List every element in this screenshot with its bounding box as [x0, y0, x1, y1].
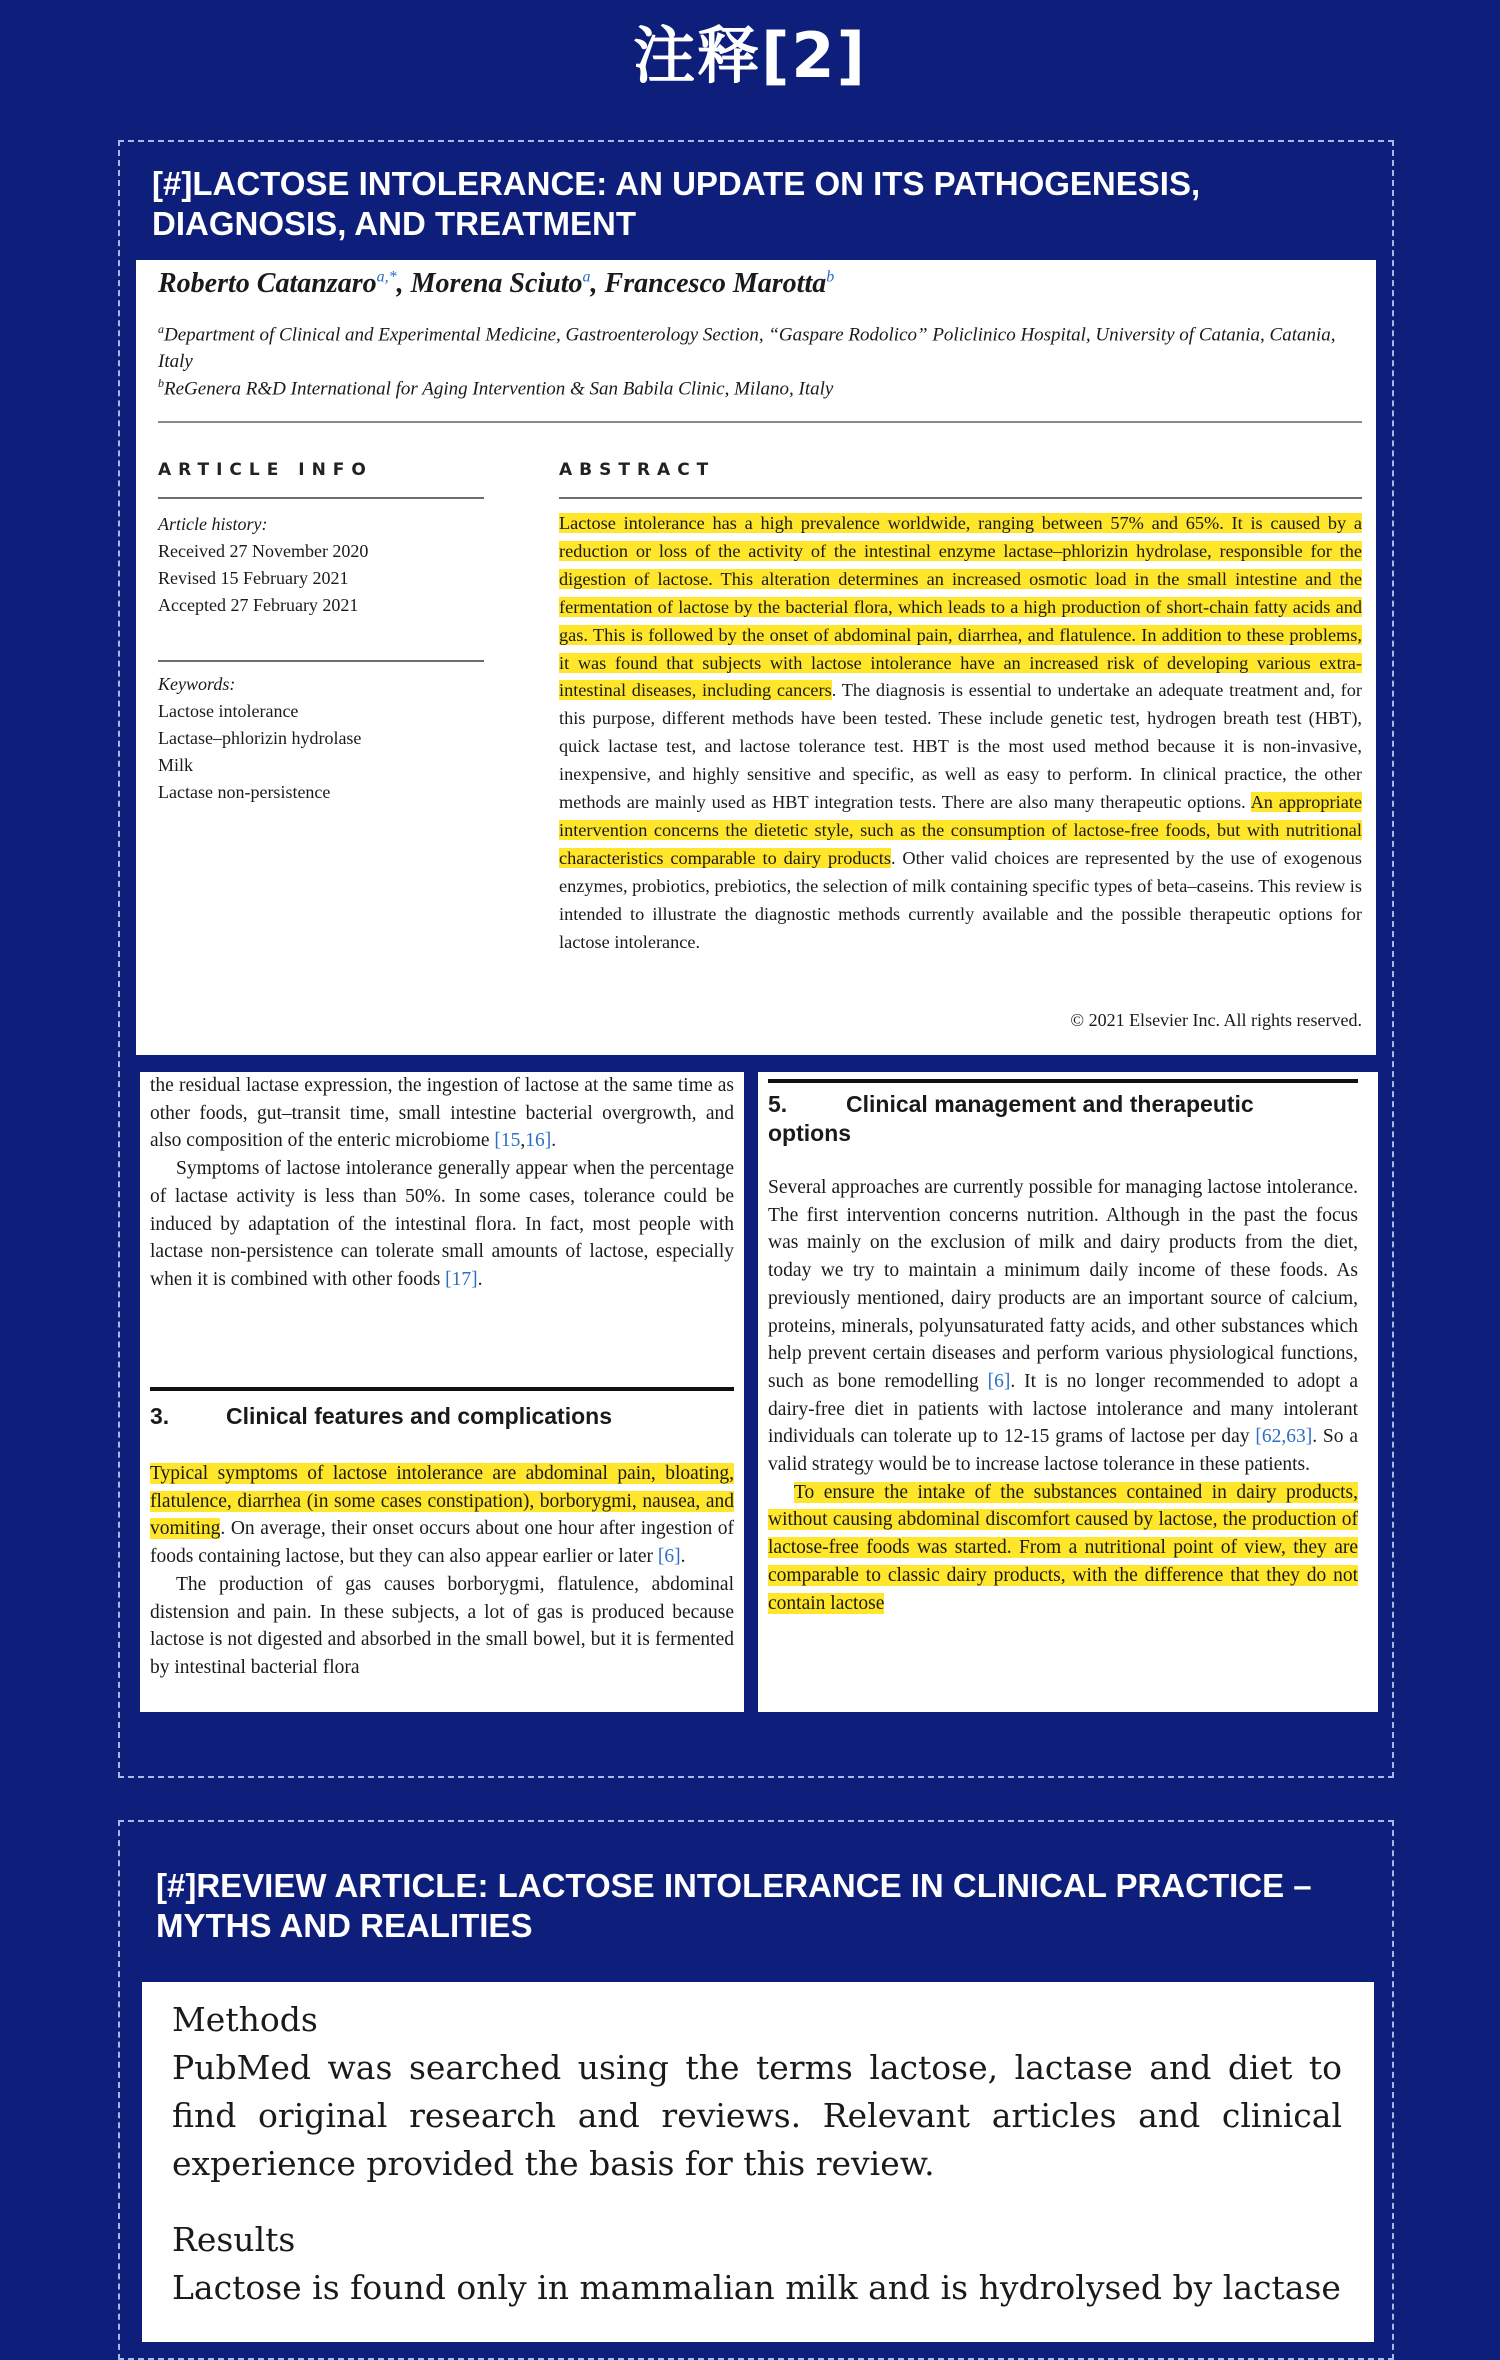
affiliation-b-text: ReGenera R&D International for Aging Intervention & San Babila Clinic, Milano, Italy: [164, 378, 834, 400]
section-3-heading: [150, 1402, 612, 1431]
section-title-continued: options: [768, 1120, 852, 1146]
methods-text: PubMed was searched using the terms lactose, lactase and diet to find original research and reviews. Relevant articles and clinical experience provided the basis for this review.: [172, 2048, 1342, 2183]
abstract-body: . Other valid choices are represented by the use of exogenous enzymes, probiotics, prebiotics, the selection of milk containing specific types of beta–caseins. This review is intended to illustrate the diagnostic methods currently available and the possible therapeutic options for lactose intolerance.: [559, 847, 1362, 952]
abstract-divider: [559, 497, 1362, 499]
results-text: Lactose is found only in mammalian milk and is hydrolysed by lactase: [172, 2268, 1341, 2307]
author-name: Francesco Marotta: [604, 268, 827, 299]
reference-card-1: [118, 140, 1394, 1778]
received-date: Received 27 November 2020: [158, 541, 369, 561]
text-highlight: Typical symptoms of lactose intolerance are abdominal pain, bloating, flatulence, diarrhea (in some cases constipation), borborygmi, nausea, and vomiting: [150, 1463, 734, 1540]
citation-link[interactable]: [17]: [445, 1268, 478, 1290]
header-divider: [158, 421, 1362, 423]
paragraph: [150, 1155, 734, 1294]
paragraph-text: . On average, their onset occurs about one hour after ingestion of foods containing lactose, but they can also appear earlier or later: [150, 1518, 734, 1568]
paper-right-column-panel: [758, 1072, 1378, 1712]
results-heading: Results: [172, 2220, 296, 2259]
abstract-highlight: Lactose intolerance has a high prevalence worldwide, ranging between 57% and 65%. It is caused by a reduction or loss of the activity of the intestinal enzyme lactase–phlorizin hydrolase, responsible for the digestion of lactose. This alteration determines an increased osmotic load in the small intestine and the fermentation of lactose by the bacterial flora, which leads to a high production of short-chain fatty acids and gas. This is followed by the onset of abdominal pain, diarrhea, and flatulence. In addition to these problems, it was found that subjects with lactose intolerance have an increased risk of developing various extra-intestinal diseases, including cancers: [559, 513, 1362, 701]
abstract-text: [559, 510, 1362, 957]
citation-link[interactable]: [6]: [987, 1370, 1011, 1392]
accepted-date: Accepted 27 February 2021: [158, 595, 359, 615]
page-title: 注释[2]: [633, 19, 867, 92]
abstract-body: . The diagnosis is essential to undertake an adequate treatment and, for this purpose, different methods have been tested. These include genetic test, hydrogen breath test (HBT), quick lactase test, and lactose tolerance test. HBT is the most used method because it is non-invasive, inexpensive, and highly sensitive and specific, as well as easy to perform. In clinical practice, the other methods are mainly used as HBT integration tests. There are also many therapeutic options.: [559, 680, 1362, 813]
section-number: 3.: [150, 1403, 170, 1429]
review-article-panel: [142, 1982, 1374, 2342]
article-info-divider: [158, 497, 484, 499]
section-divider: [150, 1387, 734, 1391]
section-title: Clinical management and therapeutic: [846, 1091, 1254, 1117]
paragraph-text: The production of gas causes borborygmi, flatulence, abdominal distension and pain. In these subjects, a lot of gas is produced because lactose is not digested and absorbed in the small bowel, but it is fermented by intestinal bacterial flora: [150, 1573, 734, 1678]
author-list: [158, 268, 834, 300]
citation-link[interactable]: [6]: [657, 1546, 681, 1568]
citation-link[interactable]: [15: [494, 1130, 521, 1152]
paragraph-end: .: [680, 1546, 686, 1568]
paper-left-column-panel: [140, 1072, 744, 1712]
card-1-heading: [152, 164, 1200, 244]
keyword-item: Lactase non-persistence: [158, 782, 331, 802]
author-affiliation-mark: b: [826, 268, 835, 286]
paragraph: [768, 1174, 1358, 1479]
author-separator: ,: [396, 268, 411, 299]
author-separator: ,: [590, 268, 605, 299]
abstract-label: ABSTRACT: [559, 460, 716, 480]
article-info-label: ARTICLE INFO: [158, 460, 373, 480]
section-5-heading: [768, 1090, 1358, 1148]
affiliation-b: [158, 370, 1338, 402]
paragraph-text: Symptoms of lactose intolerance generally appear when the percentage of lactase activity is less than 50%. In some cases, tolerance could be induced by adaptation of the intestinal flora. In fact, most people with lactase non-persistence can tolerate small amounts of lactose, especially when it is combined with other foods: [150, 1158, 734, 1290]
author-name: Morena Sciuto: [410, 268, 583, 299]
citation-link[interactable]: [62,63]: [1255, 1426, 1313, 1448]
paragraph-text: . So a valid strategy would be to increase lactose tolerance in these patients.: [768, 1426, 1358, 1476]
author-name: Roberto Catanzaro: [158, 268, 377, 299]
methods-heading: Methods: [172, 2000, 318, 2039]
section-divider: [768, 1079, 1358, 1083]
affiliation-a-text: Department of Clinical and Experimental Medicine, Gastroenterology Section, “Gaspare Rodolico” Policlinico Hospital, University of Catania, Catania, Italy: [158, 324, 1336, 373]
section-title: Clinical features and complications: [226, 1403, 612, 1429]
card-2-heading-line-1: [#]REVIEW ARTICLE: LACTOSE INTOLERANCE IN CLINICAL PRACTICE –: [156, 1867, 1312, 1904]
card-2-heading-line-2: MYTHS AND REALITIES: [156, 1907, 533, 1944]
copyright-notice: © 2021 Elsevier Inc. All rights reserved.: [1070, 1010, 1362, 1030]
reference-card-2: [118, 1820, 1394, 2360]
card-2-heading: [156, 1866, 1312, 1946]
right-column-text: [768, 1174, 1358, 1617]
section-number: 5.: [768, 1091, 788, 1117]
keyword-item: Lactase–phlorizin hydrolase: [158, 728, 362, 748]
citation-separator: ,: [520, 1130, 526, 1152]
keywords-label: Keywords:: [158, 674, 236, 694]
text-highlight: To ensure the intake of the substances contained in dairy products, without causing abdominal discomfort caused by lactose, the production of lactose-free foods was started. From a nutritional point of view, they are comparable to classic dairy products, with the difference that they do not contain lactose: [768, 1481, 1358, 1614]
affiliation-mark: b: [158, 376, 164, 390]
paragraph: [150, 1072, 734, 1155]
keyword-item: Lactose intolerance: [158, 701, 299, 721]
author-affiliation-mark: a: [582, 268, 591, 286]
paragraph: [150, 1571, 734, 1682]
card-1-heading-line-1: [#]LACTOSE INTOLERANCE: AN UPDATE ON ITS PATHOGENESIS,: [152, 165, 1201, 202]
left-column-text-top: [150, 1072, 734, 1294]
card-1-heading-line-2: DIAGNOSIS, AND TREATMENT: [152, 205, 636, 242]
paragraph: [768, 1479, 1358, 1618]
paper-abstract-panel: [136, 260, 1376, 1055]
affiliation-mark: a: [158, 322, 164, 336]
paragraph-end: .: [551, 1130, 557, 1152]
keyword-item: Milk: [158, 755, 194, 775]
paragraph-text: the residual lactase expression, the ingestion of lactose at the same time as other foods, gut–transit time, small intestine bacterial overgrowth, and also composition of the enteric microbiome: [150, 1075, 734, 1152]
affiliation-a: [158, 316, 1338, 375]
citation-link[interactable]: 16]: [525, 1130, 552, 1152]
paragraph-end: .: [477, 1268, 483, 1290]
abstract-highlight: An appropriate intervention concerns the dietetic style, such as the consumption of lactose-free foods, but with nutritional characteristics comparable to dairy products: [559, 792, 1363, 868]
paragraph-text: . It is no longer recommended to adopt a dairy-free diet in patients with lactose intolerance and many intolerant individuals can tolerate up to 12-15 grams of lactose per day: [768, 1370, 1358, 1448]
paragraph-text: Several approaches are currently possible for managing lactose intolerance. The first intervention concerns nutrition. Although in the past the focus was mainly on the exclusion of milk and dairy products from the diet, today we try to maintain a minimum daily income of these foods. As previously mentioned, dairy products are an important source of calcium, proteins, minerals, polyunsaturated fatty acids, and other substances which help prevent certain diseases and perform various physiological functions, such as bone remodelling: [768, 1177, 1358, 1392]
left-column-text-bottom: [150, 1460, 734, 1682]
keywords-divider: [158, 660, 484, 662]
history-label: Article history:: [158, 514, 268, 534]
revised-date: Revised 15 February 2021: [158, 568, 349, 588]
paragraph: [150, 1460, 734, 1571]
author-affiliation-mark: a,*: [376, 268, 397, 286]
